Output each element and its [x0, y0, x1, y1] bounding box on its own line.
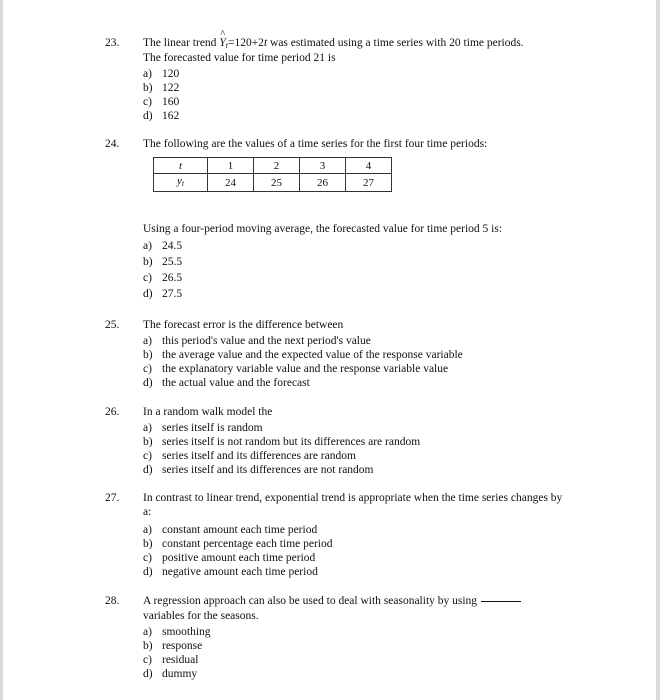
- question-text-line2: variables for the seasons.: [143, 610, 259, 622]
- table-cell: 26: [300, 174, 346, 192]
- question-text: In a random walk model the: [143, 406, 273, 418]
- option-c[interactable]: c) 160: [143, 96, 180, 108]
- option-a[interactable]: a) smoothing: [143, 626, 211, 638]
- question-text: In contrast to linear trend, exponential trend is appropriate when the time series changes by a:: [143, 492, 563, 518]
- option-b[interactable]: b) constant percentage each time period: [143, 538, 333, 550]
- table-cell: 24: [208, 174, 254, 192]
- options-list: [143, 421, 420, 477]
- answer-blank: [481, 601, 521, 602]
- question-text: A regression approach can also be used to deal with seasonality by using: [143, 594, 593, 608]
- options-list: [143, 67, 179, 123]
- time-series-table: [153, 157, 392, 192]
- question-prompt: Using a four-period moving average, the forecasted value for time period 5 is:: [143, 223, 503, 235]
- y-hat-symbol: ^ Y: [219, 36, 225, 50]
- table-row: [154, 158, 392, 174]
- table-cell: 1: [208, 158, 254, 174]
- option-d[interactable]: d) 162: [143, 110, 180, 122]
- option-d[interactable]: d) negative amount each time period: [143, 566, 318, 578]
- table-cell: 4: [346, 158, 392, 174]
- option-b[interactable]: b) the average value and the expected value of the response variable: [143, 349, 463, 361]
- page-edge-right: [656, 0, 660, 700]
- option-b[interactable]: b) 25.5: [143, 256, 183, 268]
- option-d[interactable]: d) series itself and its differences are not random: [143, 464, 374, 476]
- option-a[interactable]: a) series itself is random: [143, 422, 263, 434]
- option-a[interactable]: a) this period's value and the next period's value: [143, 335, 371, 347]
- option-d[interactable]: d) dummy: [143, 668, 198, 680]
- question-number: 24.: [105, 138, 120, 150]
- option-b[interactable]: b) series itself is not random but its differences are random: [143, 436, 421, 448]
- option-b[interactable]: b) response: [143, 640, 203, 652]
- question-text: The following are the values of a time series for the first four time periods:: [143, 138, 488, 150]
- table-cell: 25: [254, 174, 300, 192]
- question-number: 23.: [105, 37, 120, 49]
- option-d[interactable]: d) the actual value and the forecast: [143, 377, 310, 389]
- options-list: [143, 523, 333, 579]
- table-row: [154, 174, 392, 192]
- option-a[interactable]: a) constant amount each time period: [143, 524, 318, 536]
- option-b[interactable]: b) 122: [143, 82, 180, 94]
- question-text-line2: The forecasted value for time period 21 is: [143, 52, 336, 64]
- option-a[interactable]: a) 120: [143, 68, 180, 80]
- table-cell: 2: [254, 158, 300, 174]
- page-edge-left: [0, 0, 3, 700]
- option-c[interactable]: c) 26.5: [143, 272, 183, 284]
- option-d[interactable]: d) 27.5: [143, 288, 183, 300]
- question-text: The linear trend ^ $Y_t=120+2t$ was estimated using a time series with 20 time periods.: [143, 36, 573, 53]
- options-list: [143, 625, 211, 681]
- option-c[interactable]: c) positive amount each time period: [143, 552, 316, 564]
- question-number: 28.: [105, 595, 120, 607]
- question-text: The forecast error is the difference between: [143, 319, 344, 331]
- table-header-cell: $y_t$: [154, 174, 208, 192]
- table-cell: 27: [346, 174, 392, 192]
- question-number: 25.: [105, 319, 120, 331]
- option-c[interactable]: c) residual: [143, 654, 199, 666]
- options-list: [143, 334, 463, 390]
- option-c[interactable]: c) series itself and its differences are random: [143, 450, 356, 462]
- option-a[interactable]: a) 24.5: [143, 240, 183, 252]
- table-header-cell: t: [154, 158, 208, 174]
- option-c[interactable]: c) the explanatory variable value and the response variable value: [143, 363, 449, 375]
- table-cell: 3: [300, 158, 346, 174]
- question-number: 27.: [105, 492, 120, 504]
- question-number: 26.: [105, 406, 120, 418]
- options-list: [143, 239, 182, 303]
